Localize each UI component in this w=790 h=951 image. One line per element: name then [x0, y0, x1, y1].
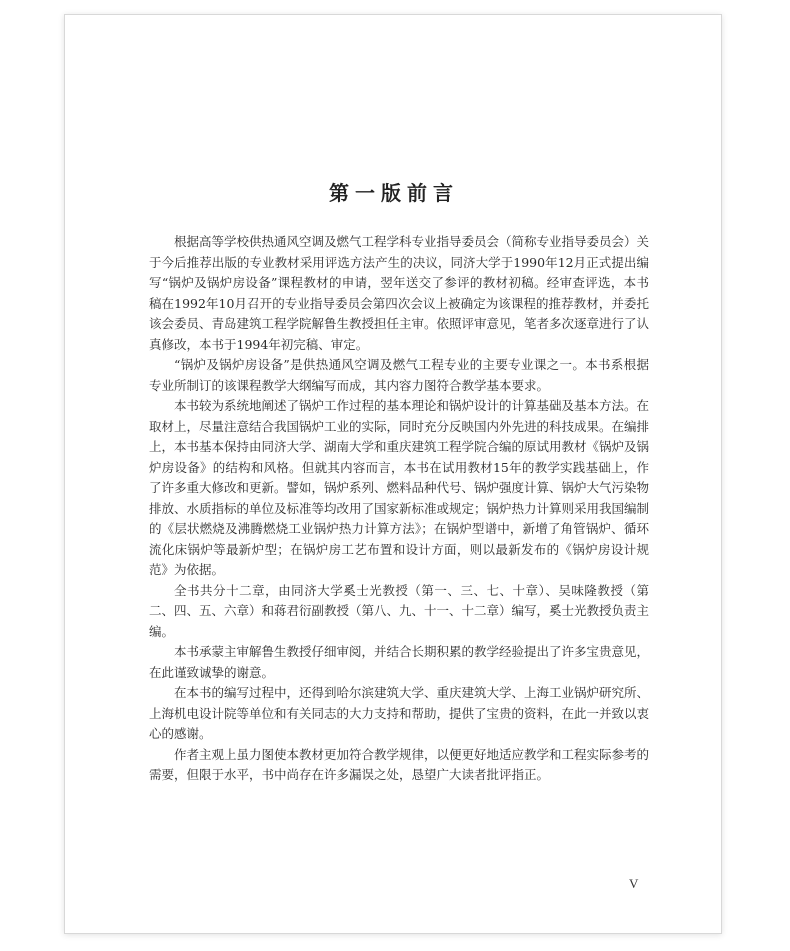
paragraph-5: 本书承蒙主审解鲁生教授仔细审阅，并结合长期积累的教学经验提出了许多宝贵意见，在此谨致诚挚的谢意。: [149, 644, 650, 680]
paragraph-7: 作者主观上虽力图使本教材更加符合教学规律，以便更好地适应教学和工程实际参考的需要，但限于水平，书中尚存在许多漏误之处，恳望广大读者批评指正。: [149, 746, 650, 782]
paragraph-6: 在本书的编写过程中，还得到哈尔滨建筑大学、重庆建筑大学、上海工业锅炉研究所、上海机电设计院等单位和有关同志的大力支持和帮助，提供了宝贵的资料，在此一并致以衷心的感谢。: [149, 685, 650, 741]
paragraph-1: 根据高等学校供热通风空调及燃气工程学科专业指导委员会（简称专业指导委员会）关于今后推荐出版的专业教材采用评选方法产生的决议，同济大学于1990年12月正式提出编写“锅炉及锅炉房设备”课程教材的申请，翌年送交了参评的教材初稿。经审查评选，本书稿在1992年10月召开的专业指导委员会第四次会议上被确定为该课程的推荐教材，并委托该会委员、青岛建筑工程学院解鲁生教授担任主审。依照评审意见，笔者多次逐章进行了认真修改，本书于1994年初完稿、审定。: [149, 234, 650, 352]
page-title: 第一版前言: [329, 181, 459, 205]
preface-body: [149, 232, 649, 786]
document-page: [64, 14, 722, 934]
paragraph-2: “锅炉及锅炉房设备”是供热通风空调及燃气工程专业的主要专业课之一。本书系根据专业所制订的该课程教学大纲编写而成，其内容力图符合教学基本要求。: [149, 357, 649, 393]
paragraph-4: 全书共分十二章，由同济大学奚士光教授（第一、三、七、十章）、吴味隆教授（第二、四、五、六章）和蒋君衍副教授（第八、九、十一、十二章）编写，奚士光教授负责主编。: [149, 582, 650, 639]
paragraph-3: 本书较为系统地阐述了锅炉工作过程的基本理论和锅炉设计的计算基础及基本方法。在取材上，尽量注意结合我国锅炉工业的实际，同时充分反映国内外先进的科技成果。在编排上，本书基本保持由同济大学、湖南大学和重庆建筑工程学院合编的原试用教材《锅炉及锅炉房设备》的结构和风格。但就其内容而言，本书在试用教材15年的教学实践基础上，作了许多重大修改和更新。譬如，锅炉系列、燃料品种代号、锅炉强度计算、锅炉大气污染物排放、水质指标的单位及标准等均改用了国家新标准或规定；锅炉热力计算则采用我国编制的《层状燃烧及沸腾燃烧工业锅炉热力计算方法》；在锅炉型谱中，新增了角管锅炉、循环流化床锅炉等最新炉型；在锅炉房工艺布置和设计方面，则以最新发布的《锅炉房设计规范》为依据。: [149, 398, 650, 577]
page-number: V: [629, 876, 639, 891]
